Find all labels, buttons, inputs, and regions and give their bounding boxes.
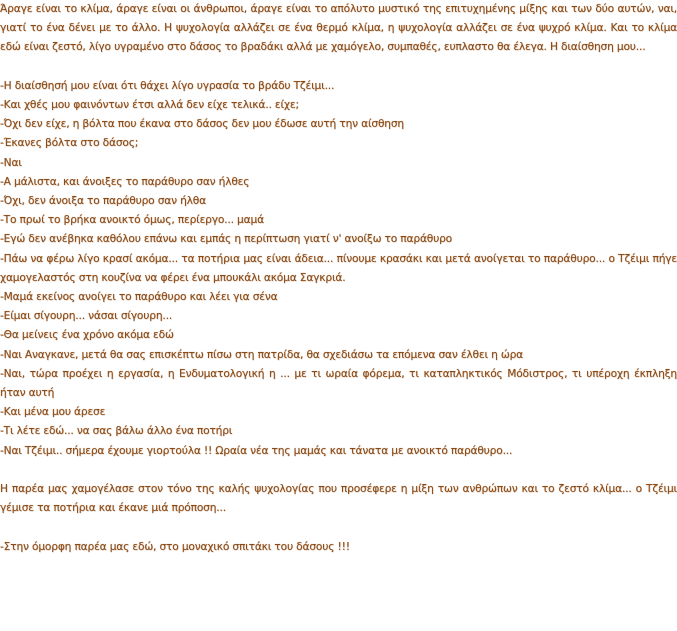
dialogue-line: -Και χθές μου φαινόντων έτσι αλλά δεν είχε τελικά.. είχε; [0,99,299,111]
dialogue-line: -Τι λέτε εδώ... να σας βάλω άλλο ένα ποτήρι [0,425,233,438]
dialogue-line: -Εγώ δεν ανέβηκα καθόλου επάνω και εμπάς η περίπτωση γιατί ν' ανοίξω το παράθυρο [0,233,452,246]
paragraph-gap [0,58,677,77]
dialogue-line: -Όχι, δεν άνοιξα το παράθυρο σαν ήλθα [0,195,206,208]
dialogue-line: -Είμαι σίγουρη... νάσαι σίγουρη... [0,310,173,323]
dialogue-line: -Και μένα μου άρεσε [0,406,106,419]
dialogue-line: -Όχι δεν είχε, η βόλτα που έκανα στο δάσος δεν μου έδωσε αυτή την αίσθηση [0,118,404,131]
dialogue-line: -Το πρωί το βρήκα ανοικτό όμως, περίεργο... μαμά [0,214,264,227]
dialogue-line: -Ναι, τώρα προέχει η εργασία, η Ενδυματολογική η ... με τι ωραία φόρεμα, τι καταπληκτικός Μόδιστρος, τι υπέροχη έκπληξη ήταν αυτή [0,367,677,400]
toast-line: -Στην όμορφη παρέα μας εδώ, στο μοναχικό σπιτάκι του δάσους !!! [0,540,350,553]
intro-paragraph: Άραγε είναι το κλίμα, άραγε είναι οι άνθρωποι, άραγε είναι το απόλυτο μυστικό της επιτυχημένης μίξης και των δύο αυτών, ναι, γιατί το ένα δένει με το άλλο. Η ψυχολογία αλλάζει σε ένα θερμό κλίμα, η ψυχολογία αλλάζει σε ένα ψυχρό κλίμα. Και το κλίμα εδώ είναι ζεστό, λίγο υγραμένο στο δάσος το βραδάκι αλλά με χαμόγελο, συμπαθές, ευπλαστο θα έλεγα. Η διαίσθηση μου... [0,3,677,54]
paragraph-gap [0,518,677,537]
dialogue-line: -Πάω να φέρω λίγο κρασί ακόμα... τα ποτήρια μας είναι άδεια... πίνουμε κρασάκι και μετά ανοίγεται το παράθυρο... ο Τζέιμι πήγε χαμογελαστός στη κουζίνα να φέρει ένα μπουκάλι ακόμα Σαγκριά. [0,252,677,284]
dialogue-line: -Μαμά εκείνος ανοίγει το παράθυρο και λέει για σένα [0,291,278,304]
closing-paragraph: Η παρέα μας χαμογέλασε στον τόνο της καλής ψυχολογίας που προσέφερε η μίξη των ανθρώπων και το ζεστό κλίμα... ο Τζέιμι γέμισε τα ποτήρια και έκανε μιά πρόποση... [0,483,677,515]
dialogue-block [0,77,677,461]
dialogue-line: -Θα μείνεις ένα χρόνο ακόμα εδώ [0,329,174,342]
dialogue-line: -Έκανες βόλτα στο δάσος; [0,137,139,150]
dialogue-line: -Ναι Αναγκανε, μετά θα σας επισκέπτω πίσω στη πατρίδα, θα σχεδιάσω τα επόμενα σαν έλθει η ώρα [0,348,524,361]
dialogue-line: -Ναι [0,156,22,169]
dialogue-line: -Ναι Τζέιμι.. σήμερα έχουμε γιορτούλα !! Ωραία νέα της μαμάς και τάνατα με ανοικτό παράθυρο... [0,444,513,457]
dialogue-line: -Η διαίσθησή μου είναι ότι θάχει λίγο υγρασία το βράδυ Τζέιμι... [0,79,335,92]
dialogue-line: -Α μάλιστα, και άνοιξες το παράθυρο σαν ήλθες [0,175,250,188]
paragraph-gap [0,461,677,480]
